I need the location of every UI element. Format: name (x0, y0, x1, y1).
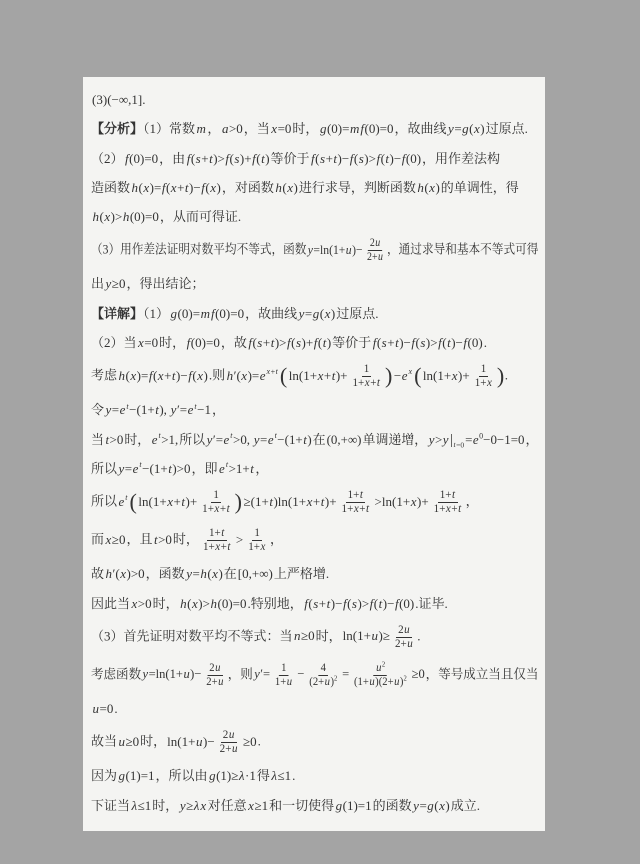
text-segment: （2） (91, 150, 124, 166)
fraction-denominator: 1+x+t (352, 377, 380, 390)
fraction-denominator: 2+u (394, 637, 413, 650)
math-segment: λ≤1 (271, 768, 292, 784)
text-segment: . (483, 334, 487, 350)
text-segment: .特别地， (247, 595, 303, 611)
fraction-denominator: 1+u (274, 675, 293, 688)
fraction-numerator: $u^2$ (374, 662, 387, 676)
doc-line (91, 179, 538, 197)
text-segment: ，且 (126, 531, 153, 547)
text-segment: 时， (159, 334, 186, 350)
fraction-numerator: 2u (221, 729, 237, 743)
text-segment: （3）首先证明对数平均不等式：当 (91, 628, 293, 644)
text-segment: 考虑 (91, 367, 118, 383)
text-segment: 单调递增， (362, 431, 428, 447)
math-segment: g(1)=1 (118, 768, 155, 784)
math-segment: f(s+t)−f(s)>f(t)−f(0) (304, 595, 415, 611)
math-segment: h(x)>h(0)=0 (180, 595, 247, 611)
text-segment: 时， (152, 595, 179, 611)
text-segment: 故当 (91, 733, 118, 749)
fraction-numerator: 4 (319, 662, 328, 676)
fraction-denominator: 1+x+t (202, 541, 231, 554)
text-segment: 造函数 (91, 179, 131, 195)
text-segment: 时， (292, 121, 319, 137)
fraction-numerator: 2u (396, 624, 412, 638)
text-segment: 故 (91, 566, 105, 582)
math-segment: y≥λx (179, 797, 207, 813)
math-segment: y=g(x) (298, 305, 336, 321)
doc-line (91, 275, 538, 293)
fraction-numerator: 2u (207, 662, 222, 676)
text-segment: 和一切使得 (269, 797, 335, 813)
text-segment: 所以 (91, 493, 118, 509)
fraction-denominator: 1+x (474, 377, 492, 390)
fraction-denominator: 1+x+t (433, 503, 462, 516)
text-segment: . (292, 768, 296, 784)
math-segment: x>0 (131, 595, 152, 611)
doc-line (91, 150, 538, 168)
text-segment: （3）用作差法证明对数平均不等式，函数 (91, 241, 307, 257)
text-segment: 过原点. (485, 121, 528, 137)
big-paren: ( (129, 489, 137, 515)
doc-line (91, 767, 538, 785)
document-page (83, 77, 545, 831)
math-segment: λ≤1 (131, 797, 152, 813)
fraction (218, 729, 240, 756)
text-segment: ，即 (191, 460, 218, 476)
text-segment: ，等号成立当且仅当 (425, 666, 538, 682)
text-segment: （1） (143, 305, 170, 321)
math-segment: $e^t>1$, (151, 431, 179, 447)
fraction-numerator: 1 (211, 489, 221, 503)
fraction-numerator: 1+t (438, 489, 458, 503)
text-segment: ， (269, 531, 283, 547)
doc-line (91, 489, 538, 516)
big-paren: ) (496, 363, 505, 389)
math-segment: x≥0 (105, 531, 126, 547)
math-segment: x≥1 (248, 797, 269, 813)
text-segment: . (417, 628, 421, 644)
text-segment: 令 (91, 402, 105, 418)
doc-line (91, 729, 538, 756)
math-segment: y=g(x) (448, 121, 485, 137)
math-segment: $y=e^t-(1+t)$, $y'=e^t-1$ (105, 401, 212, 418)
text-segment: 等价于 (270, 150, 310, 166)
text-segment: 时， (172, 531, 199, 547)
text-segment: ，对函数 (221, 179, 274, 195)
text-segment: ，由 (159, 150, 186, 166)
text-segment: 进行求导，判断函数 (298, 179, 416, 195)
math-segment: > (235, 531, 244, 547)
text-segment: .则 (208, 367, 226, 383)
text-segment: 因此当 (91, 595, 131, 611)
fraction-numerator: 1+t (346, 489, 366, 503)
doc-line (91, 797, 538, 815)
text-segment: ， (207, 121, 221, 137)
math-segment: ≥0 (242, 733, 257, 749)
fraction-denominator: 2+u (219, 743, 238, 756)
text-segment: .证毕. (415, 595, 448, 611)
math-segment: $e^t$ (118, 493, 128, 509)
text-segment: 的单调性，得 (440, 179, 519, 195)
math-segment: y=h(x) (186, 566, 223, 582)
fraction-numerator: 1 (279, 662, 288, 676)
fraction-denominator: 1+x+t (341, 503, 370, 516)
math-segment: t>0 (105, 431, 124, 447)
doc-line (91, 431, 536, 449)
text-segment: 时， (124, 431, 151, 447)
bar-subscript: t=0 (453, 440, 465, 450)
text-segment: 成立. (450, 797, 481, 813)
math-segment: m (196, 121, 206, 137)
math-segment: ln(1+x)+ (422, 367, 470, 383)
math-segment: y′= (254, 666, 271, 682)
math-segment: (3)(−∞,1]. (92, 92, 146, 107)
big-paren: ) (385, 363, 393, 389)
fraction-denominator: $(2+u)^2$ (309, 675, 338, 688)
big-paren: ) (234, 489, 242, 515)
text-segment: . (504, 367, 508, 383)
math-segment: h′(x)>0 (105, 566, 145, 582)
doc-line (91, 401, 538, 419)
doc-line (91, 460, 538, 478)
text-segment: 的函数 (372, 797, 412, 813)
text-segment: 时， (152, 797, 179, 813)
fraction (351, 363, 383, 390)
fraction-numerator: 1 (362, 363, 372, 377)
math-segment: f(s+t)>f(s)+f(t) (248, 334, 332, 350)
text-segment: （2）当 (91, 334, 137, 350)
math-segment: y=ln(1+u)− (307, 241, 363, 257)
math-segment: h(x)=f(x+t)−f(x) (131, 179, 221, 195)
math-segment: y>y (428, 431, 449, 447)
doc-line (91, 661, 538, 689)
text-segment: 时， (315, 628, 342, 644)
evaluation-bar (450, 431, 464, 449)
math-segment: y=g(x) (413, 797, 450, 813)
math-segment: t>0 (153, 531, 172, 547)
fraction-numerator: 1 (479, 363, 489, 377)
math-segment: g(1)≥λ·1 (209, 768, 256, 784)
fraction (200, 489, 232, 516)
math-segment: $y'=e^t>0$, $y=e^t-(1+t)$ (206, 431, 312, 447)
bar-glyph: | (450, 431, 454, 448)
doc-line (91, 700, 538, 718)
text-segment: 在 (312, 431, 326, 447)
fraction (473, 363, 495, 390)
math-segment: x=0 (138, 334, 159, 350)
big-paren: ( (414, 363, 422, 389)
bold-label: 【分析】 (91, 121, 144, 137)
fraction-denominator: 1+x (248, 541, 266, 554)
text-segment: ，所以由 (155, 768, 208, 784)
math-segment: f(s+t)>f(s)+f(t) (186, 150, 270, 166)
doc-line (91, 363, 538, 390)
text-segment: ，则 (227, 666, 253, 682)
fraction (352, 662, 409, 689)
math-segment: y≥0 (105, 276, 126, 292)
math-segment: − (297, 666, 305, 682)
big-paren: ( (279, 363, 288, 389)
math-segment: ≥0 (411, 666, 425, 682)
text-segment: 时， (140, 733, 167, 749)
text-segment: ，当 (243, 121, 270, 137)
doc-line (91, 120, 538, 138)
math-segment: h(x) (275, 179, 298, 195)
math-segment: $=e^0-0-1=0$ (465, 431, 525, 447)
math-segment: g(0)=mf(0)=0 (319, 121, 394, 137)
doc-line (91, 595, 538, 613)
text-segment: ，函数 (145, 566, 185, 582)
text-segment: ，从而可得证. (159, 209, 242, 224)
document-body (91, 91, 538, 815)
fraction-denominator: $(1+u)(2+u)^2$ (353, 675, 407, 688)
doc-line (91, 305, 538, 323)
doc-line (91, 527, 538, 554)
math-segment: f(s+t)−f(s)>f(t)−f(0) (311, 150, 422, 166)
text-segment: ， (255, 460, 269, 476)
fraction-denominator: 1+x+t (202, 503, 230, 516)
doc-line (91, 624, 538, 651)
math-segment: x=0 (271, 121, 292, 137)
text-segment: ，用作差法构 (422, 150, 501, 166)
math-segment: h(x)=f(x+t)−f(x) (118, 367, 208, 383)
text-segment: 在 (223, 566, 237, 582)
fraction (246, 527, 268, 554)
text-segment: . (257, 733, 261, 749)
fraction-denominator: 2+u (367, 251, 383, 264)
math-segment: ln(1+u)≥ (342, 628, 390, 644)
math-segment: $h'(x)=e^{x+t}$ (226, 367, 278, 383)
math-segment: = (342, 666, 350, 682)
math-segment: ≥(1+t)ln(1+x+t)+ (243, 493, 337, 509)
fraction-numerator: 2u (368, 237, 382, 251)
math-segment: ln(1+x+t)+ (288, 367, 348, 383)
text-segment: 所以 (91, 460, 118, 476)
math-segment: f(0)=0 (125, 150, 159, 166)
math-segment: (0,+∞) (326, 431, 362, 447)
math-segment: h(x)>h(0)=0 (92, 209, 159, 224)
fraction (201, 527, 233, 554)
doc-line (91, 565, 538, 583)
text-segment: 因为 (91, 768, 118, 784)
text-segment: . (114, 701, 118, 716)
text-segment: ，故曲线 (245, 305, 298, 321)
text-segment: 等价于 (332, 334, 372, 350)
text-segment: 而 (91, 531, 105, 547)
fraction (393, 624, 415, 651)
text-segment: 对任意 (207, 797, 247, 813)
fraction (365, 237, 385, 264)
text-segment: ， (212, 402, 226, 418)
math-segment: y=ln(1+u)− (142, 666, 202, 682)
text-segment: （1）常数 (143, 121, 196, 137)
text-segment: 得 (256, 768, 270, 784)
doc-line (91, 237, 538, 264)
fraction-numerator: 1 (252, 527, 262, 541)
fraction-denominator: 2+u (206, 675, 224, 688)
math-segment: a>0 (221, 121, 243, 137)
math-segment: g(1)=1 (335, 797, 372, 813)
text-segment: ，得出结论； (126, 276, 205, 292)
math-segment: $e^t>1+t$ (219, 460, 254, 476)
text-segment: 过原点. (336, 305, 379, 321)
math-segment: g(0)=mf(0)=0 (170, 305, 245, 321)
text-segment: 上严格增. (273, 566, 330, 582)
math-segment: n≥0 (294, 628, 315, 644)
fraction (307, 662, 339, 689)
doc-line (91, 91, 538, 109)
text-segment: ， (465, 493, 479, 509)
fraction (273, 662, 294, 689)
text-segment: 下证当 (91, 797, 131, 813)
math-segment: u≥0 (118, 733, 140, 749)
text-segment: 考虑函数 (91, 666, 142, 682)
math-segment: [0,+∞) (237, 566, 273, 582)
text-segment: ，故 (220, 334, 247, 350)
math-segment: $-e^x$ (393, 367, 413, 383)
math-segment: u=0 (92, 701, 114, 716)
math-segment: h(x) (417, 179, 440, 195)
math-segment: f(0)=0 (186, 334, 220, 350)
text-segment: ，通过求导和基本不等式可得 (387, 241, 538, 257)
fraction (340, 489, 372, 516)
doc-line (91, 208, 538, 226)
math-segment: f(s+t)−f(s)>f(t)−f(0) (372, 334, 483, 350)
fraction (432, 489, 464, 516)
fraction (204, 662, 225, 689)
text-segment: ， (525, 431, 538, 447)
text-segment: ，故曲线 (394, 121, 447, 137)
fraction-numerator: 1+t (207, 527, 227, 541)
bold-label: 【详解】 (91, 305, 144, 321)
math-segment: ln(1+x+t)+ (138, 493, 198, 509)
doc-line (91, 334, 538, 352)
math-segment: ln(1+u)− (167, 733, 215, 749)
text-segment: 出 (91, 276, 105, 292)
text-segment: 当 (91, 431, 104, 447)
math-segment: $y=e^t-(1+t)>0$ (118, 460, 191, 476)
math-segment: >ln(1+x)+ (374, 493, 429, 509)
text-segment: 所以 (179, 431, 206, 447)
